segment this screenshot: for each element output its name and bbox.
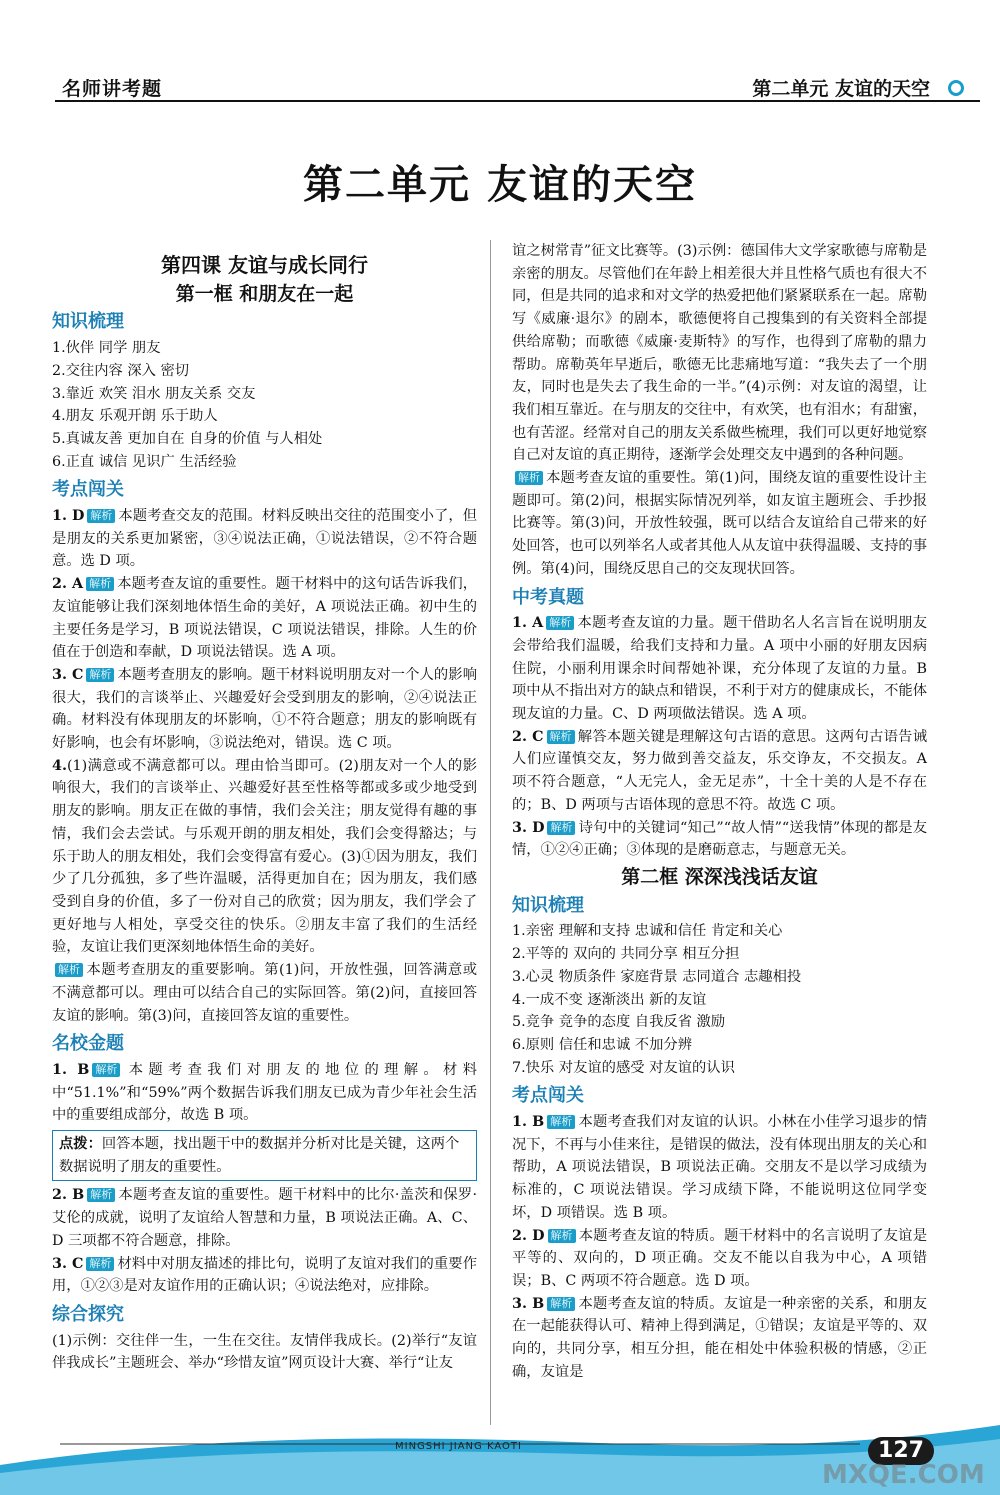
answer-text: 本题考查友谊的特质。题干材料中的名言说明了友谊是平等的、双向的，D 项正确。交友不能以自我为中心，A 项错误；B、C 两项不符合题意。选 D 项。 <box>512 1227 927 1289</box>
left-column <box>52 240 477 1375</box>
analysis-tag: 解析 <box>92 1063 120 1077</box>
analysis-tag: 解析 <box>86 577 114 591</box>
list-item: 2.平等的 双向的 共同分享 相互分担 <box>512 946 740 963</box>
book-title: 名师讲考题 <box>62 78 163 100</box>
answer-text: 本题考查朋友的影响。题干材料说明朋友对一个人的影响很大，我们的言谈举止、兴趣爱好会受到朋友的影响，②④说法正确。材料没有体现朋友的坏影响，①不符合题意；朋友的影响既有好影响，也会有坏影响，③说法绝对，错误。选 C 项。 <box>52 666 477 752</box>
answer-text: 材料中对朋友描述的排比句，说明了友谊对我们的重要作用，①②③是对友谊作用的正确认识；④说法绝对，应排除。 <box>52 1255 477 1295</box>
section-heading: 综合探究 <box>52 1303 124 1325</box>
answer-text: 本题考查友谊的特质。友谊是一种亲密的关系，和朋友在一起能获得认可、精神上得到满足，①错误；友谊是平等的、双向的，共同分享，相互分担，能在相处中体验积极的情感，②正确，友谊是 <box>512 1295 927 1380</box>
tip-label: 点拨： <box>59 1136 102 1153</box>
list-item: 1.亲密 理解和支持 忠诚和信任 肯定和关心 <box>512 923 783 940</box>
list-item: 5.竞争 竞争的态度 自我反省 激励 <box>512 1014 726 1031</box>
question-answer <box>512 1225 927 1293</box>
analysis-tag: 解析 <box>515 471 543 485</box>
list-item: 6.正直 诚信 见识广 生活经验 <box>52 453 237 470</box>
list-item: 3.心灵 物质条件 家庭背景 志同道合 志趣相投 <box>512 968 802 985</box>
unit-title: 第二单元 友谊的天空 <box>303 162 697 208</box>
answer-number: 2. D <box>512 1227 545 1244</box>
page-number: 127 <box>868 1437 934 1465</box>
question-answer <box>512 726 927 817</box>
right-column <box>512 240 927 1383</box>
analysis-tag: 解析 <box>87 1188 115 1202</box>
answer-number: 1. B <box>52 1061 90 1078</box>
circle-icon <box>948 80 964 96</box>
list-item: 5.真诚友善 更加自在 自身的价值 与人相处 <box>52 430 323 447</box>
analysis-tag: 解析 <box>547 1115 575 1129</box>
analysis-tag: 解析 <box>86 668 114 682</box>
list-item: 1.伙伴 同学 朋友 <box>52 340 161 357</box>
analysis-tag: 解析 <box>55 963 83 977</box>
tip-text: 回答本题，找出题干中的数据并分析对比是关键，这两个数据说明了朋友的重要性。 <box>59 1136 460 1175</box>
section-heading: 知识梳理 <box>512 894 584 916</box>
question-answer <box>512 1293 927 1384</box>
analysis-tag: 解析 <box>547 821 575 835</box>
footer-brand: MINGSHI JIANG KAOTI <box>395 1441 522 1452</box>
analysis-tag: 解析 <box>546 616 574 630</box>
answer-number: 3. C <box>52 1255 84 1272</box>
analysis-tag: 解析 <box>548 1229 576 1243</box>
list-item: 4.一成不变 逐渐淡出 新的友谊 <box>512 991 707 1008</box>
analysis-text: 本题考查朋友的重要影响。第(1)问，开放性强，回答满意或不满意都可以。理由可以结合自己的实际回答。第(2)问，直接回答友谊的影响。第(3)问，直接回答友谊的重要性。 <box>52 962 477 1024</box>
frame-title: 第一框 和朋友在一起 <box>175 282 354 305</box>
list-item: 4.朋友 乐观开朗 乐于助人 <box>52 408 218 425</box>
answer-number: 2. A <box>52 576 84 593</box>
question-answer <box>52 755 477 959</box>
answer-text: 本题考查我们对朋友的地位的理解。材料中“51.1%”和“59%”两个数据告诉我们朋友已成为青少年社会生活中的重要组成部分，故选 B 项。 <box>52 1061 477 1124</box>
analysis-paragraph <box>512 467 927 581</box>
answer-text: 诗句中的关键词“知己”“故人情”“送我情”体现的都是友情，①②④正确；③体现的是磨砺意志，与题意无关。 <box>512 819 927 859</box>
answer-number: 2. C <box>512 728 544 745</box>
list-item: 3.靠近 欢笑 泪水 朋友关系 交友 <box>52 385 256 402</box>
lesson-title: 第四课 友谊与成长同行 <box>161 253 368 277</box>
answer-number: 3. D <box>512 819 545 836</box>
section-heading: 中考真题 <box>512 586 584 608</box>
answer-number: 1. B <box>512 1114 545 1131</box>
answer-text: 本题考查交友的范围。材料反映出交往的范围变小了，但是朋友的关系更加紧密，③④说法正确，①说法错误，②不符合题意。选 D 项。 <box>52 508 477 570</box>
answer-number: 3. B <box>512 1295 545 1312</box>
answer-text: 解答本题关键是理解这句古语的意思。这两句古语告诫人们应谨慎交友，努力做到善交益友，乐交诤友，不交损友。A 项不符合题意，“人无完人，金无足赤”，十全十美的人是不存在的；B、D 两项与古语体现的意思不符。故选 C 项。 <box>512 728 927 813</box>
list-item: 6.原则 信任和忠诚 不加分辨 <box>512 1036 692 1053</box>
analysis-tag: 解析 <box>86 1257 114 1271</box>
analysis-text: 本题考查友谊的重要性。第(1)问，围绕友谊的重要性设计主题即可。第(2)问，根据实际情况列举，如友谊主题班会、手抄报比赛等。第(3)问，开放性较强，既可以结合友谊给自己带来的好处回答，也可以列举名人或者其他人从友谊中获得温暖、支持的事例。第(4)问，围绕反思自己的交友现状回答。 <box>512 470 927 577</box>
question-answer <box>52 573 477 664</box>
question-answer <box>52 1184 477 1252</box>
question-answer <box>52 664 477 755</box>
list-item: 7.快乐 对友谊的感受 对友谊的认识 <box>512 1059 735 1076</box>
section-heading: 知识梳理 <box>52 311 124 333</box>
question-answer <box>52 1253 477 1298</box>
answer-text: (1)示例：交往伴一生，一生在交往。友情伴我成长。(2)举行“友谊伴我成长”主题班会、举办“珍惜友谊”网页设计大赛、举行“让友 <box>52 1332 477 1372</box>
analysis-tag: 解析 <box>87 509 115 523</box>
section-heading: 考点闯关 <box>512 1085 584 1107</box>
list-item: 2.交往内容 深入 密切 <box>52 362 190 379</box>
answer-text: 本题考查友谊的力量。题干借助名人名言旨在说明朋友会带给我们温暖，给我们支持和力量。A 项中小丽的好朋友因病住院，小丽利用课余时间帮她补课，充分体现了友谊的力量。B 项中从不指出对方的缺点和错误，不利于对方的健康成长，不能体现友谊的力量。C、D 两项做法错误。选 A 项。 <box>512 615 928 723</box>
analysis-tag: 解析 <box>547 730 575 744</box>
column-divider <box>490 240 491 1425</box>
frame-title: 第二框 深深浅浅话友谊 <box>621 865 818 888</box>
running-title: 第二单元 友谊的天空 <box>752 78 930 100</box>
question-answer <box>52 1059 477 1127</box>
section-heading: 名校金题 <box>52 1033 124 1055</box>
answer-number: 3. C <box>52 666 84 683</box>
answer-text: 谊之树常青”征文比赛等。(3)示例：德国伟大文学家歌德与席勒是亲密的朋友。尽管他们在年龄上相差很大并且性格气质也有很大不同，但是共同的追求和对文学的热爱把他们紧紧联系在一起。席勒写《威廉·退尔》的剧本，歌德便将自己搜集到的有关资料全部提供给席勒；而歌德《威廉·麦斯特》的写作，也得到了席勒的鼎力帮助。席勒英年早逝后，歌德无比悲痛地写道：“我失去了一个朋友，同时也是失去了我生命的一半。”(4)示例：对友谊的渴望，让我们相互靠近。在与朋友的交往中，有欢笑，也有泪水；有甜蜜，也有苦涩。经常对自己的朋友关系做些梳理，我们可以更好地觉察自己对友谊的真正期待，逐渐学会处理交友中遇到的各种问题。 <box>512 243 927 464</box>
answer-number: 2. B <box>52 1187 85 1204</box>
answer-text: 本题考查我们对友谊的认识。小林在小佳学习退步的情况下，不再与小佳来往，是错误的做法，没有体现出朋友的关心和帮助，A 项说法错误，B 项说法正确。交朋友不是以学习成绩为标准的，C 项说法错误。学习成绩下降，不能说明这位同学变坏，D 项错误。选 B 项。 <box>512 1114 927 1221</box>
watermark: MXQE.COM <box>822 1460 985 1490</box>
question-answer <box>512 1111 927 1225</box>
analysis-paragraph <box>52 959 477 1027</box>
question-answer <box>512 612 927 726</box>
question-answer <box>52 505 477 573</box>
answer-number: 1. A <box>512 615 544 632</box>
question-answer <box>512 817 927 862</box>
section-heading: 考点闯关 <box>52 479 124 501</box>
answer-number: 1. D <box>52 508 85 525</box>
tip-box <box>52 1130 477 1181</box>
answer-number: 4. <box>52 757 67 774</box>
header-rule <box>55 100 980 102</box>
answer-text: 本题考查友谊的重要性。题干材料中的这句话告诉我们，友谊能够让我们深刻地体悟生命的美好，A 项说法正确。初中生的主要任务是学习，B 项说法错误，C 项说法错误，排除。人生的价值在于创造和奉献，D 项说法错误。选 A 项。 <box>52 576 478 661</box>
answer-text: (1)满意或不满意都可以。理由恰当即可。(2)朋友对一个人的影响很大，我们的言谈举止、兴趣爱好甚至性格等都或多或少地受到朋友的影响。朋友正在做的事情，我们会关注；朋友觉得有趣的事情，我们会去尝试。与乐观开朗的朋友相处，我们会变得豁达；与乐于助人的朋友相处，我们会变得富有爱心。(3)①因为朋友，我们少了几分孤独，多了些许温暖，活得更加自在；因为朋友，我们感受到自身的价值，多了一份对自己的欣赏；因为朋友，我们学会了更好地与人相处，享受交往的快乐。②朋友丰富了我们的生活经验，友谊让我们更深刻地体悟生命的美好。 <box>52 757 477 956</box>
answer-text: 本题考查友谊的重要性。题干材料中的比尔·盖茨和保罗·艾伦的成就，说明了友谊给人智慧和力量，B 项说法正确。A、C、D 三项都不符合题意，排除。 <box>52 1187 477 1249</box>
analysis-tag: 解析 <box>547 1297 575 1311</box>
page-header <box>0 0 1000 100</box>
